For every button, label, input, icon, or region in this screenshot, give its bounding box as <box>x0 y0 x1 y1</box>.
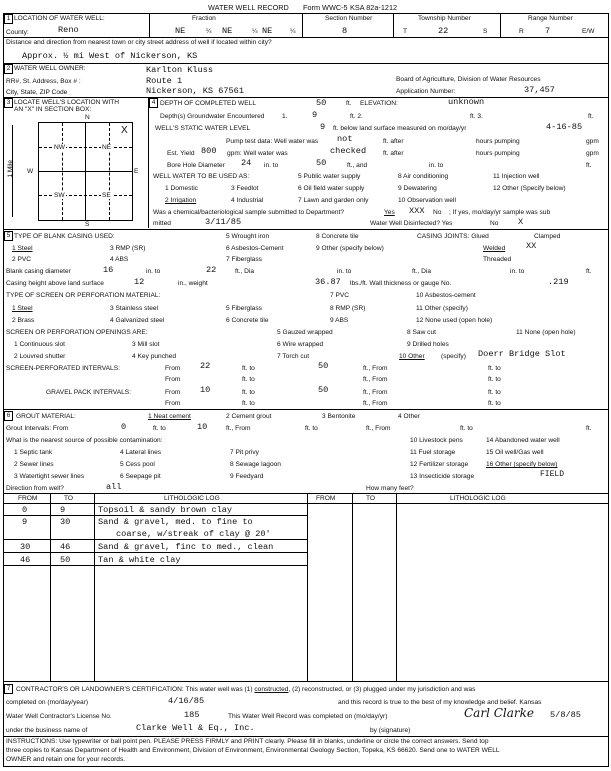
certification-label: CONTRACTOR'S OR LANDOWNER'S CERTIFICATION: This water well was (1) constructed, (2) reconstructed, or (3) plugged under my jurisdiction and was <box>16 686 476 693</box>
county-value[interactable]: Reno <box>58 25 79 35</box>
sample-date[interactable]: 3/11/85 <box>205 217 242 227</box>
elevation-label: ELEVATION: <box>360 100 398 107</box>
opening-other-value[interactable]: Doerr Bridge Slot <box>478 349 566 359</box>
screen-from[interactable]: 22 <box>200 361 211 371</box>
location-mark: X <box>121 125 128 136</box>
screen-to[interactable]: 50 <box>318 361 329 371</box>
section-number-4: 4 <box>149 98 158 108</box>
contam-other-value[interactable]: FIELD <box>540 470 565 479</box>
grout-from[interactable]: 0 <box>121 422 127 432</box>
fraction-q3[interactable]: NE <box>262 26 273 36</box>
depth-value[interactable]: 50 <box>316 98 327 108</box>
fraction-q1[interactable]: NE <box>175 26 186 36</box>
pump-test-value[interactable]: not <box>337 134 353 144</box>
casing-steel[interactable]: 1 Steel <box>12 245 33 252</box>
section-number-6: 6 <box>4 411 13 421</box>
instructions-line-1: INSTRUCTIONS: Use typewriter or ball point pen. PLEASE PRESS FIRMLY and PRINT clearly. Please fill in blanks, underline or circle the correct answers. Send top <box>6 738 489 745</box>
record-date[interactable]: 5/8/85 <box>550 710 581 720</box>
license-number[interactable]: 185 <box>184 710 200 720</box>
section-number-1: 1 <box>4 14 13 24</box>
screen-material-label: TYPE OF SCREEN OR PERFORATION MATERIAL: <box>6 292 161 299</box>
welded-mark[interactable]: XX <box>526 241 537 251</box>
casing-height[interactable]: 12 <box>134 277 145 287</box>
form-number: Form WWC-5 <box>303 3 348 12</box>
gravel-from[interactable]: 10 <box>200 385 211 395</box>
use-label: WELL WATER TO BE USED AS: <box>153 173 250 180</box>
section-number-3: 3 <box>4 98 13 108</box>
distance-label: Distance and direction from nearest town or city street address of well if located within city? <box>6 39 272 46</box>
est-yield-value[interactable]: 800 <box>201 146 217 156</box>
one-mile-label: 1 Mile <box>7 160 14 178</box>
section-value[interactable]: 8 <box>342 26 348 36</box>
contractor-signature: Carl Clarke <box>464 706 535 720</box>
static-level-value[interactable]: 9 <box>320 122 326 132</box>
log-header-from: FROM <box>18 495 38 502</box>
direction-value[interactable]: all <box>106 482 122 492</box>
range-label: Range Number <box>528 15 573 22</box>
distance-value[interactable]: Approx. ½ mi West of Nickerson, KS <box>22 51 198 61</box>
contam-other[interactable]: 16 Other (specify below) <box>486 461 558 468</box>
log-header-lithology: LITHOLOGIC LOG <box>164 495 220 502</box>
business-name[interactable]: Clarke Well & Eq., Inc. <box>136 723 255 733</box>
east-west[interactable]: E/W <box>582 28 595 35</box>
screen-intervals-label: SCREEN-PERFORATED INTERVALS: <box>6 365 120 372</box>
township-label: Township Number <box>418 15 471 22</box>
casing-weight[interactable]: 36.87 <box>315 277 341 287</box>
wall-gauge[interactable]: .219 <box>548 277 569 287</box>
static-level-label: WELL'S STATIC WATER LEVEL <box>155 125 251 132</box>
log-header-to: TO <box>64 495 74 502</box>
groundwater-label: Depth(s) Groundwater Encountered <box>160 113 265 120</box>
section-grid[interactable]: NW NE SW SE X <box>38 122 133 221</box>
casing-diameter[interactable]: 16 <box>103 265 114 275</box>
instructions-line-2: three copies to Kansas Department of Health and Environment, Division of Environment, Environmental Geology Section, Topeka, KS 66620. Send one to WATER WELL <box>6 747 500 754</box>
groundwater-value[interactable]: 9 <box>312 110 318 120</box>
bore-depth-value[interactable]: 50 <box>316 158 327 168</box>
ksa-ref: KSA 82a-1212 <box>350 3 398 12</box>
bore-diameter-value[interactable]: 24 <box>241 158 252 168</box>
owner-value[interactable]: Karlton Kluss <box>146 65 214 75</box>
casing-depth[interactable]: 22 <box>206 265 217 275</box>
disinfected-mark[interactable]: X <box>518 217 524 227</box>
county-label: County: <box>6 29 29 36</box>
city-label: City, State, ZIP Code <box>6 89 68 96</box>
chem-sample-mark[interactable]: XXX <box>409 206 425 216</box>
application-label: Application Number: <box>396 88 456 95</box>
board-label: Board of Agriculture, Division of Water Resources <box>396 76 541 83</box>
instructions-line-3: OWNER and retain one for your records. <box>6 756 126 763</box>
elevation-value[interactable]: unknown <box>448 97 485 107</box>
section-number-label: Section Number <box>325 15 373 22</box>
address-label: RR#, St. Address, Box # : <box>6 78 81 85</box>
location-label: LOCATION OF WATER WELL: <box>14 15 105 22</box>
range-value[interactable]: 7 <box>545 26 551 36</box>
fraction-q2[interactable]: NE <box>222 26 233 36</box>
openings-label: SCREEN OR PERFORATION OPENINGS ARE: <box>6 329 148 336</box>
city-value[interactable]: Nickerson, KS 67561 <box>146 86 244 96</box>
use-irrigation[interactable]: 2 Irrigation <box>165 197 197 204</box>
section-number-7: 7 <box>4 684 13 694</box>
section-number-5: 5 <box>4 231 13 241</box>
gravel-intervals-label: GRAVEL PACK INTERVALS: <box>46 389 132 396</box>
address-value[interactable]: Route 1 <box>146 76 183 86</box>
casing-type-label: TYPE OF BLANK CASING USED: <box>14 233 115 240</box>
section-number-2: 2 <box>4 64 13 74</box>
grout-label: GROUT MATERIAL: <box>16 413 76 420</box>
depth-label: DEPTH OF COMPLETED WELL <box>160 100 256 107</box>
owner-label: WATER WELL OWNER: <box>14 65 86 72</box>
screen-steel[interactable]: 1 Steel <box>12 305 33 312</box>
grout-to[interactable]: 10 <box>197 422 208 432</box>
fraction-label: Fraction <box>192 15 216 22</box>
locate-label: LOCATE WELL'S LOCATION WITH <box>14 99 120 106</box>
gravel-to[interactable]: 50 <box>318 385 329 395</box>
form-title: WATER WELL RECORD <box>208 3 289 12</box>
static-level-date[interactable]: 4-16-85 <box>546 122 583 132</box>
completion-date[interactable]: 4/16/85 <box>168 696 205 706</box>
application-value[interactable]: 37,457 <box>524 85 555 95</box>
grout-neat-cement[interactable]: 1 Neat cement <box>148 413 191 420</box>
township-value[interactable]: 22 <box>438 26 449 36</box>
well-water-checked[interactable]: checked <box>330 146 367 156</box>
